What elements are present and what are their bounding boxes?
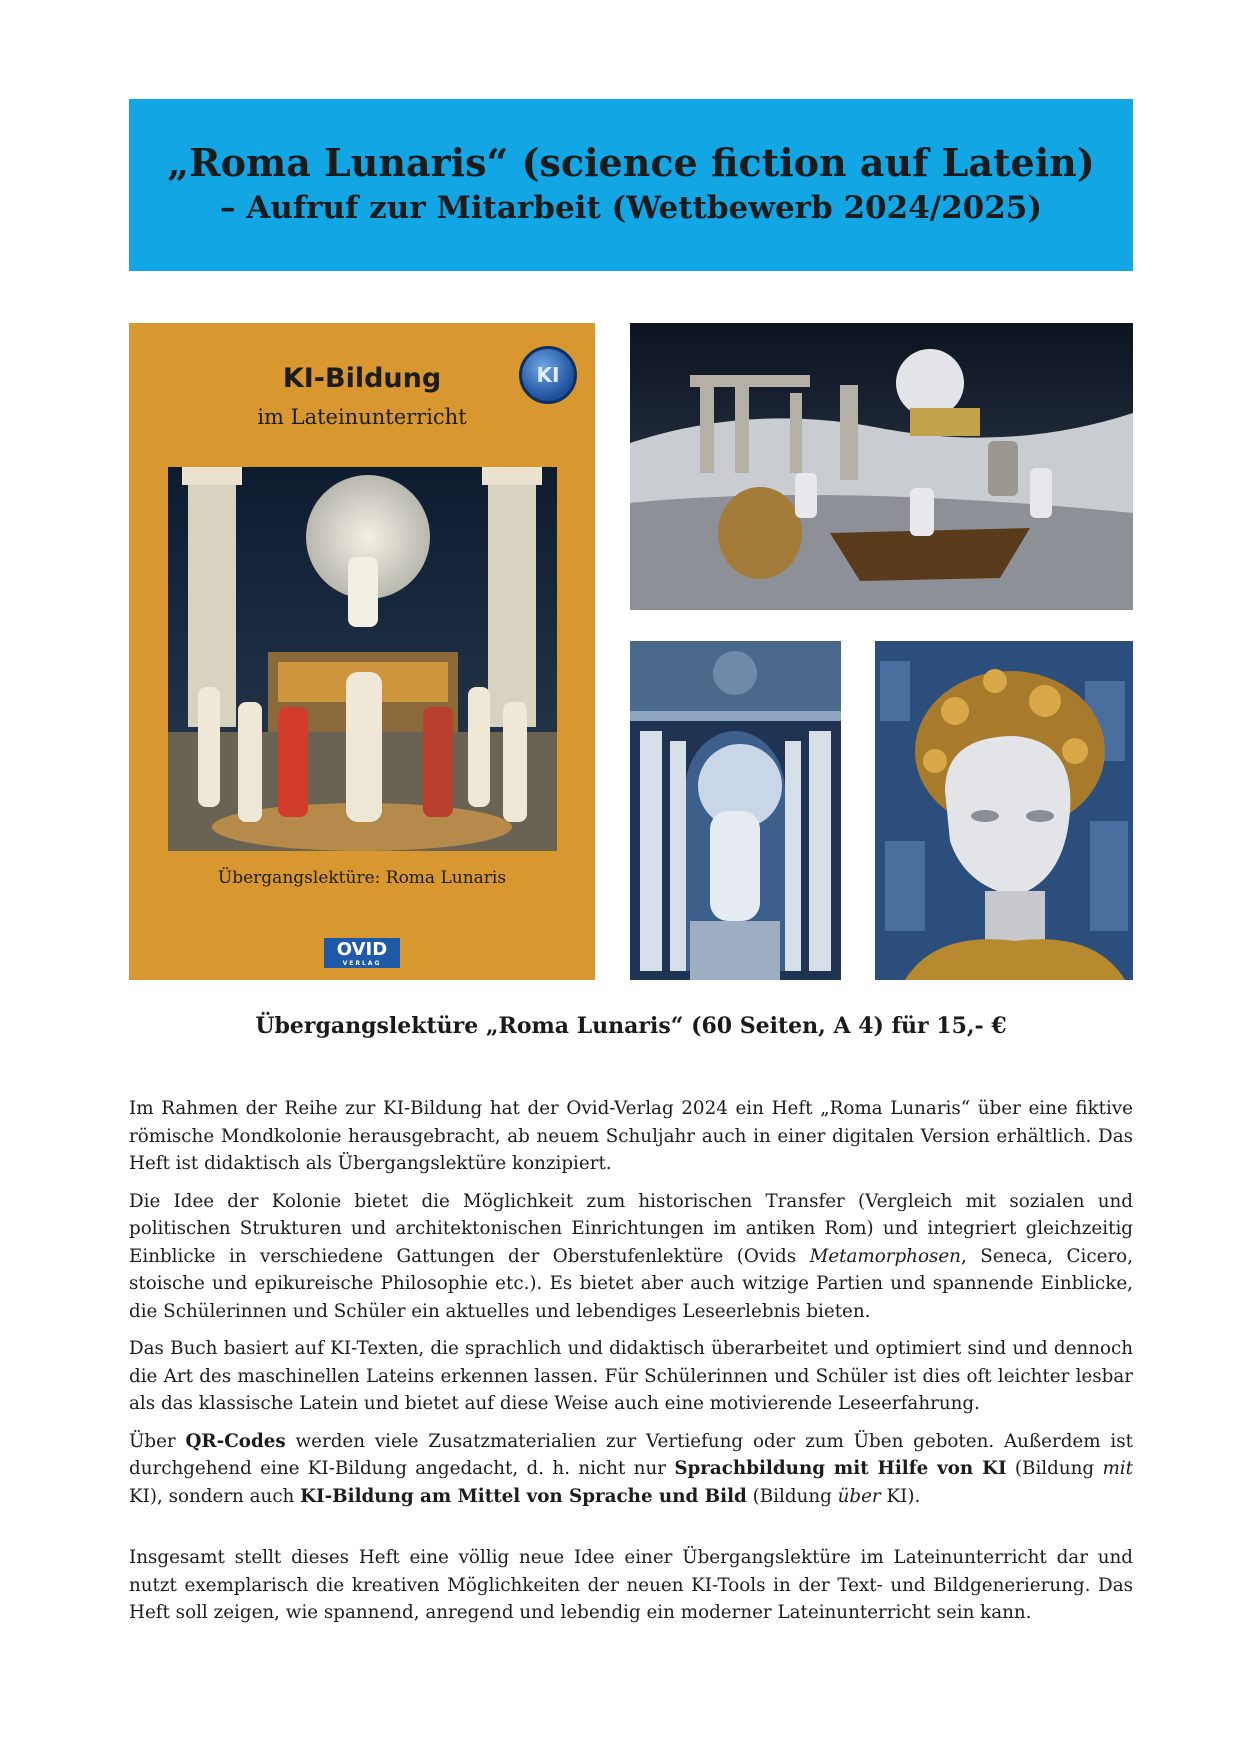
page-subtitle: – Aufruf zur Mitarbeit (Wettbewerb 2024/2025) [219,190,1043,226]
book-cover [129,323,595,980]
robot-head-image [875,641,1133,980]
page-title: „Roma Lunaris“ (science fiction auf Latein) [167,140,1095,185]
book-caption: Übergangslektüre „Roma Lunaris“ (60 Seiten, A 4) für 15,- € [255,1013,1007,1039]
cover-illustration [168,467,557,851]
paragraph-summary: Insgesamt stellt dieses Heft eine völlig neue Idee einer Übergangslektüre im Lateinunterricht dar und nutzt exemplarisch die kreativen Möglichkeiten der neuen KI-Tools in der Text- und Bildgenerierung. Das Heft soll zeigen, wie spannend, anregend und lebendig ein moderner Lateinunterricht sein kann. [129,1547,1133,1623]
ovid-verlag-logo: OVID VERLAG [324,938,400,968]
ki-badge: KI [519,346,577,404]
cover-subtitle: im Lateinunterricht [257,405,467,429]
title-banner [129,99,1133,271]
cover-caption: Übergangslektüre: Roma Lunaris [217,868,507,888]
body-text [129,1095,1133,1637]
moon-temple-image [630,641,841,980]
paragraph-intro: Im Rahmen der Reihe zur KI-Bildung hat der Ovid-Verlag 2024 ein Heft „Roma Lunaris“ über eine fiktive römische Mondkolonie herausgebracht, ab neuem Schuljahr auch in einer digitalen Version erhältlich. Das Heft ist didaktisch als Übergangslektüre konzipiert. [129,1098,1133,1174]
paragraph-qr-codes: Über QR-Codes werden viele Zusatzmaterialien zur Vertiefung oder zum Üben geboten. Außerdem ist durchgehend eine KI-Bildung angedacht, d. h. nicht nur Sprachbildung mit Hilfe von KI (Bildung mit KI), sondern auch KI-Bildung am Mittel von Sprache und Bild (Bildung über KI). [129,1430,1133,1507]
cover-title: KI-Bildung [282,363,442,394]
paragraph-idea: Die Idee der Kolonie bietet die Möglichkeit zum historischen Transfer (Vergleich mit sozialen und politischen Strukturen und architektonischen Einrichtungen im antiken Rom) und integriert gleichzeitig Einblicke in verschiedene Gattungen der Oberstufenlektüre (Ovids Metamorphosen, Seneca, Cicero, stoische und epikureische Philosophie etc.). Es bietet aber auch witzige Partien und spannende Einblicke, die Schülerinnen und Schüler ein aktuelles und lebendiges Leseerlebnis bieten. [129,1190,1134,1322]
paragraph-ki-texts: Das Buch basiert auf KI-Texten, die sprachlich und didaktisch überarbeitet und optimiert sind und dennoch die Art des maschinellen Lateins erkennen lassen. Für Schülerinnen und Schüler ist dies oft leichter lesbar als das klassische Latein und bietet auf diese Weise auch eine motivierende Leseerfahrung. [129,1338,1133,1414]
lunar-excavation-image [630,323,1133,610]
